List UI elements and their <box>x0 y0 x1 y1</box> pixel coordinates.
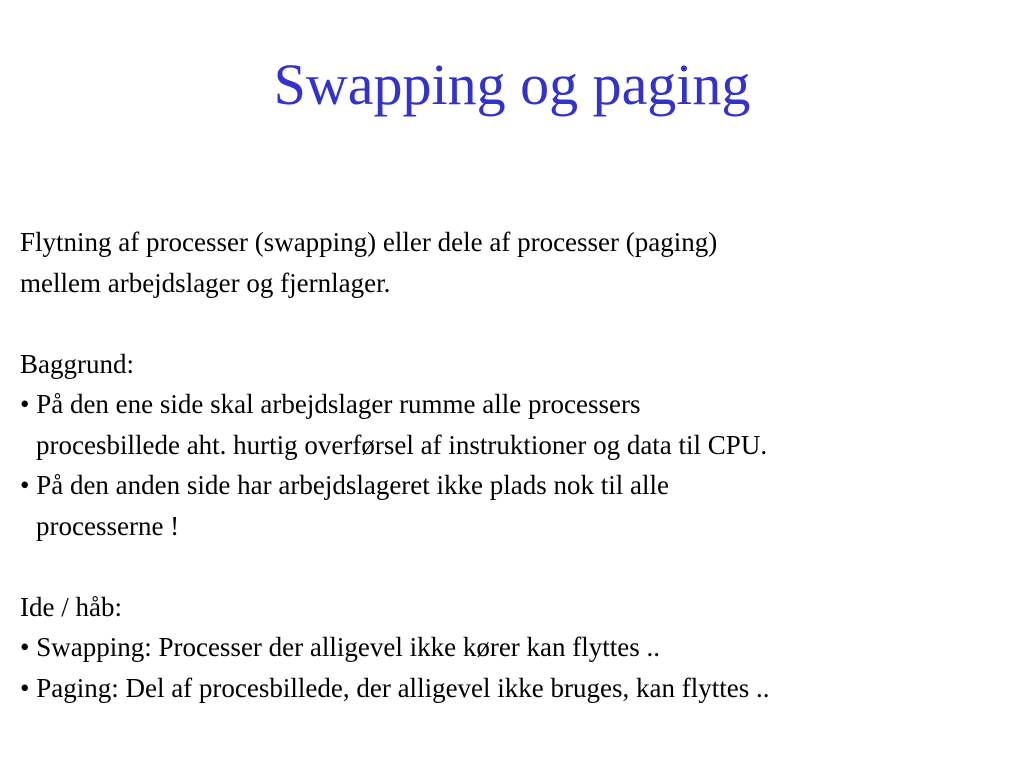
idea-bullet-1: • Swapping: Processer der alligevel ikke kører kan flyttes .. <box>20 632 661 662</box>
background-bullet-2-line-1: • På den anden side har arbejdslageret ikke plads nok til alle <box>20 470 669 500</box>
idea-bullet-2: • Paging: Del af procesbillede, der alligevel ikke bruges, kan flyttes .. <box>20 672 770 703</box>
intro-line-2: mellem arbejdslager og fjernlager. <box>20 267 391 298</box>
slide-title: Swapping og paging <box>273 52 751 117</box>
spacer <box>20 546 1010 587</box>
slide-body <box>20 222 1010 708</box>
idea-heading: Ide / håb: <box>20 591 122 622</box>
spacer <box>20 303 1010 344</box>
background-bullet-1-line-2: procesbillede aht. hurtig overførsel af instruktioner og data til CPU. <box>36 429 768 460</box>
intro-line-1: Flytning af processer (swapping) eller dele af processer (paging) <box>20 227 718 257</box>
background-heading: Baggrund: <box>20 348 134 379</box>
background-bullet-1-line-1: • På den ene side skal arbejdslager rumme alle processers <box>20 389 641 419</box>
background-bullet-2-line-2: processerne ! <box>36 510 180 541</box>
